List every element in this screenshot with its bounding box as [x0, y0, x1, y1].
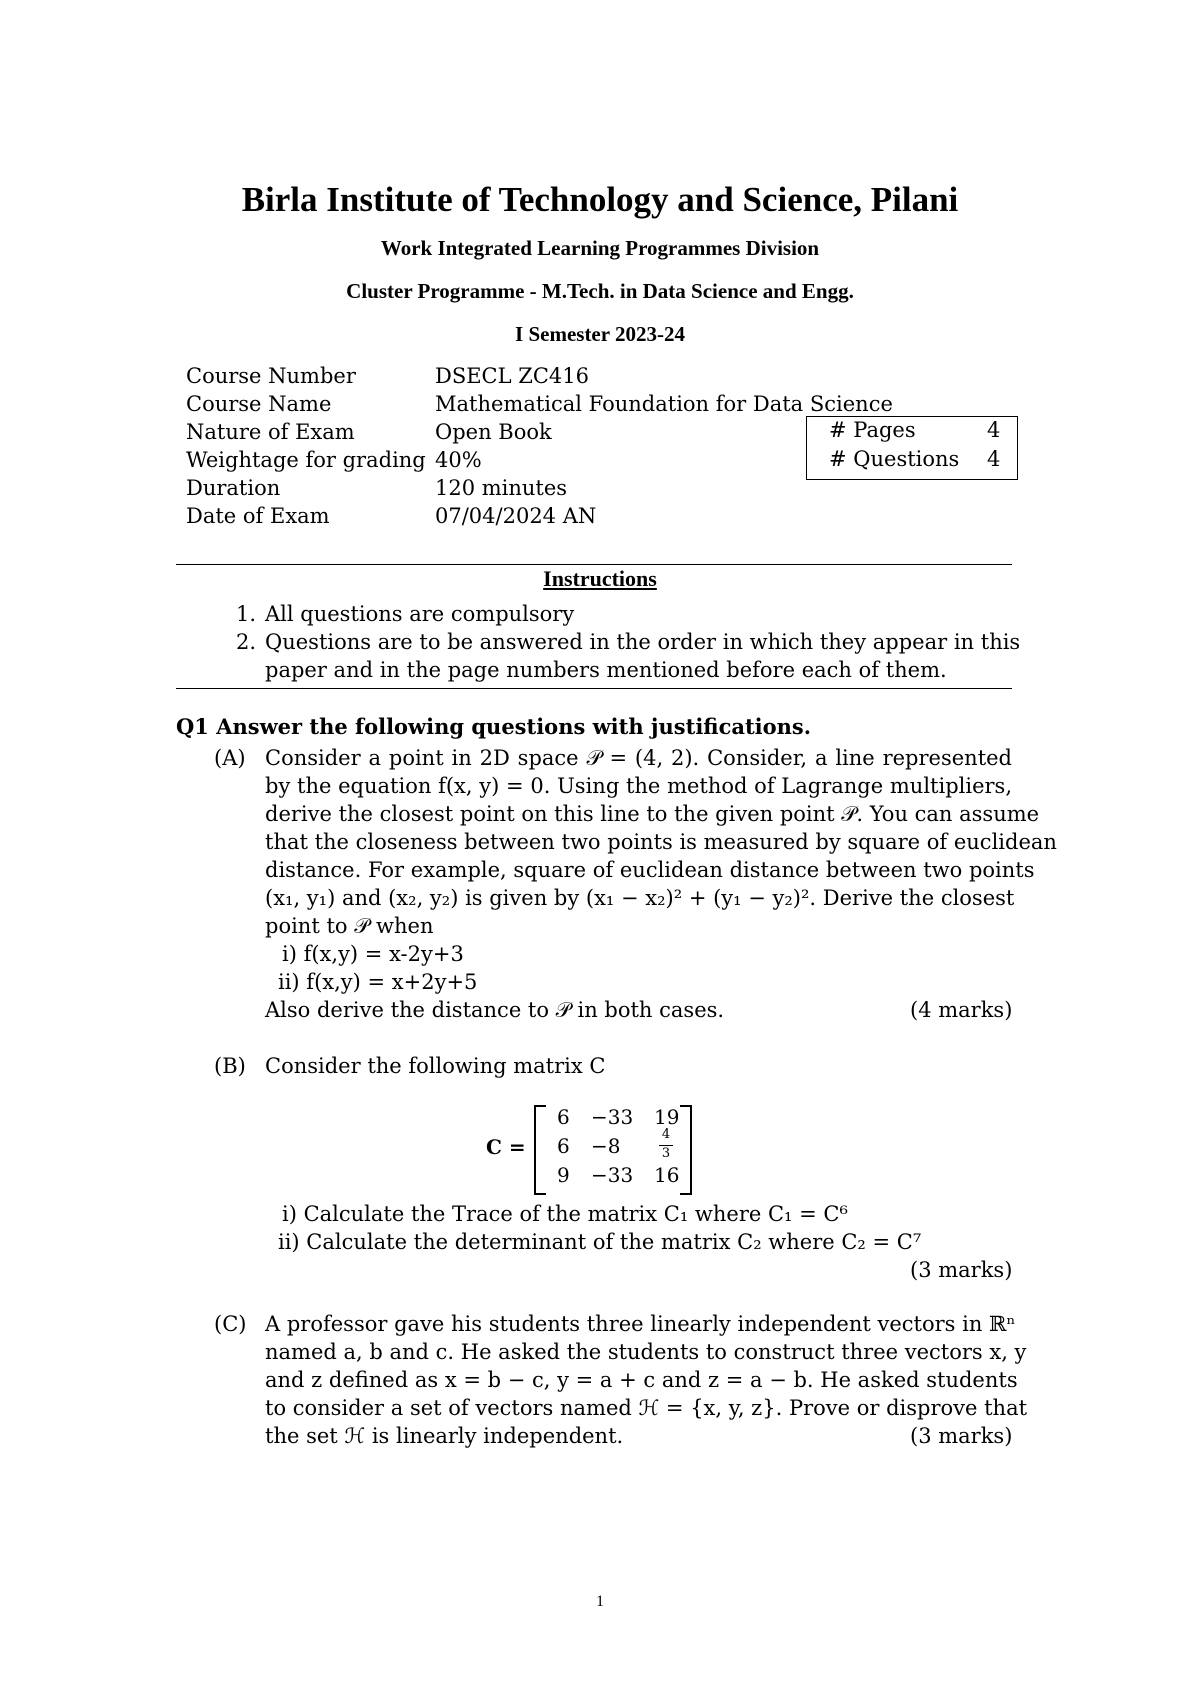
- course-info-value: DSECL ZC416: [435, 364, 589, 388]
- sub-question: i) f(x,y) = x-2y+3: [282, 942, 464, 966]
- divider: [176, 688, 1012, 689]
- matrix-right-bracket: [680, 1105, 692, 1195]
- question-text: distance. For example, square of euclidean distance between two points: [265, 858, 1035, 882]
- instructions-heading: Instructions: [543, 566, 657, 591]
- programme-title: Cluster Programme - M.Tech. in Data Science and Engg.: [346, 279, 854, 303]
- sub-question: ii) Calculate the determinant of the matrix C₂ where C₂ = C⁷: [278, 1230, 922, 1254]
- matrix-cell: 19: [654, 1105, 680, 1129]
- summary-box: [806, 416, 1018, 480]
- question-text: A professor gave his students three linearly independent vectors in ℝⁿ: [265, 1312, 1016, 1336]
- questions-row: [829, 447, 1001, 471]
- questions-label: # Questions: [829, 447, 960, 471]
- course-info-label: Course Name: [186, 392, 332, 416]
- matrix-cell: 6: [557, 1134, 570, 1158]
- semester-title: I Semester 2023-24: [515, 322, 685, 346]
- course-info-label: Date of Exam: [186, 504, 330, 528]
- course-info-value: 40%: [435, 448, 482, 472]
- question-text: Also derive the distance to 𝒫 in both cases.: [265, 998, 725, 1022]
- course-info-value: Mathematical Foundation for Data Science: [435, 392, 893, 416]
- questions-value: 4: [987, 447, 1001, 471]
- question-text: to consider a set of vectors named ℋ = {x, y, z}. Prove or disprove that: [265, 1396, 1028, 1420]
- matrix-cell: 9: [557, 1163, 570, 1187]
- matrix-left-bracket: [534, 1105, 546, 1195]
- course-info-label: Nature of Exam: [186, 420, 355, 444]
- institute-title: Birla Institute of Technology and Science, Pilani: [241, 180, 959, 219]
- course-info-value: Open Book: [435, 420, 552, 444]
- sub-question: i) Calculate the Trace of the matrix C₁ where C₁ = C⁶: [282, 1202, 848, 1226]
- matrix-cell: −33: [591, 1163, 634, 1187]
- instruction-number: 1.: [236, 602, 257, 626]
- matrix-cell: −8: [591, 1134, 621, 1158]
- course-info-label: Course Number: [186, 364, 356, 388]
- question-text: that the closeness between two points is measured by square of euclidean: [265, 830, 1057, 854]
- question-text: the set ℋ is linearly independent.: [265, 1424, 624, 1448]
- question-text: Consider a point in 2D space 𝒫 = (4, 2). Consider, a line represented: [265, 746, 1012, 770]
- marks: (3 marks): [910, 1424, 1013, 1448]
- question-text: and z defined as x = b − c, y = a + c and z = a − b. He asked students: [265, 1368, 1018, 1392]
- fraction-denominator: 3: [661, 1146, 671, 1161]
- matrix-cell: 16: [654, 1163, 680, 1187]
- matrix-cell: 6: [557, 1105, 570, 1129]
- question-text: point to 𝒫 when: [265, 914, 434, 938]
- part-label: (A): [214, 746, 246, 770]
- course-info-value: 07/04/2024 AN: [435, 504, 597, 528]
- instruction-text: Questions are to be answered in the order in which they appear in this: [265, 630, 1021, 654]
- part-label: (B): [214, 1054, 246, 1078]
- division-title: Work Integrated Learning Programmes Division: [380, 236, 820, 260]
- course-info-label: Duration: [186, 476, 281, 500]
- part-label: (C): [214, 1312, 247, 1336]
- matrix-cell: −33: [591, 1105, 634, 1129]
- question-text: (x₁, y₁) and (x₂, y₂) is given by (x₁ − x₂)² + (y₁ − y₂)². Derive the closest: [265, 886, 1015, 910]
- instruction-text: All questions are compulsory: [265, 602, 575, 626]
- matrix-name: C =: [486, 1135, 526, 1159]
- pages-row: [829, 418, 1001, 442]
- divider: [176, 564, 1012, 565]
- course-info-value: 120 minutes: [435, 476, 568, 500]
- marks: (3 marks): [910, 1258, 1013, 1282]
- course-info-label: Weightage for grading: [186, 448, 426, 472]
- pages-label: # Pages: [829, 418, 916, 442]
- question-text: derive the closest point on this line to the given point 𝒫. You can assume: [265, 802, 1040, 826]
- question-heading: Q1 Answer the following questions with justifications.: [176, 714, 812, 739]
- sub-question: ii) f(x,y) = x+2y+5: [278, 970, 478, 994]
- question-text: named a, b and c. He asked the students to construct three vectors x, y: [265, 1340, 1027, 1364]
- question-text: by the equation f(x, y) = 0. Using the method of Lagrange multipliers,: [265, 774, 1012, 798]
- marks: (4 marks): [910, 998, 1013, 1022]
- question-text: Consider the following matrix C: [265, 1054, 606, 1078]
- fraction-numerator: 4: [661, 1127, 671, 1142]
- instruction-text: paper and in the page numbers mentioned before each of them.: [265, 658, 947, 682]
- pages-value: 4: [987, 418, 1001, 442]
- page-number: 1: [596, 1593, 604, 1610]
- instruction-number: 2.: [236, 630, 257, 654]
